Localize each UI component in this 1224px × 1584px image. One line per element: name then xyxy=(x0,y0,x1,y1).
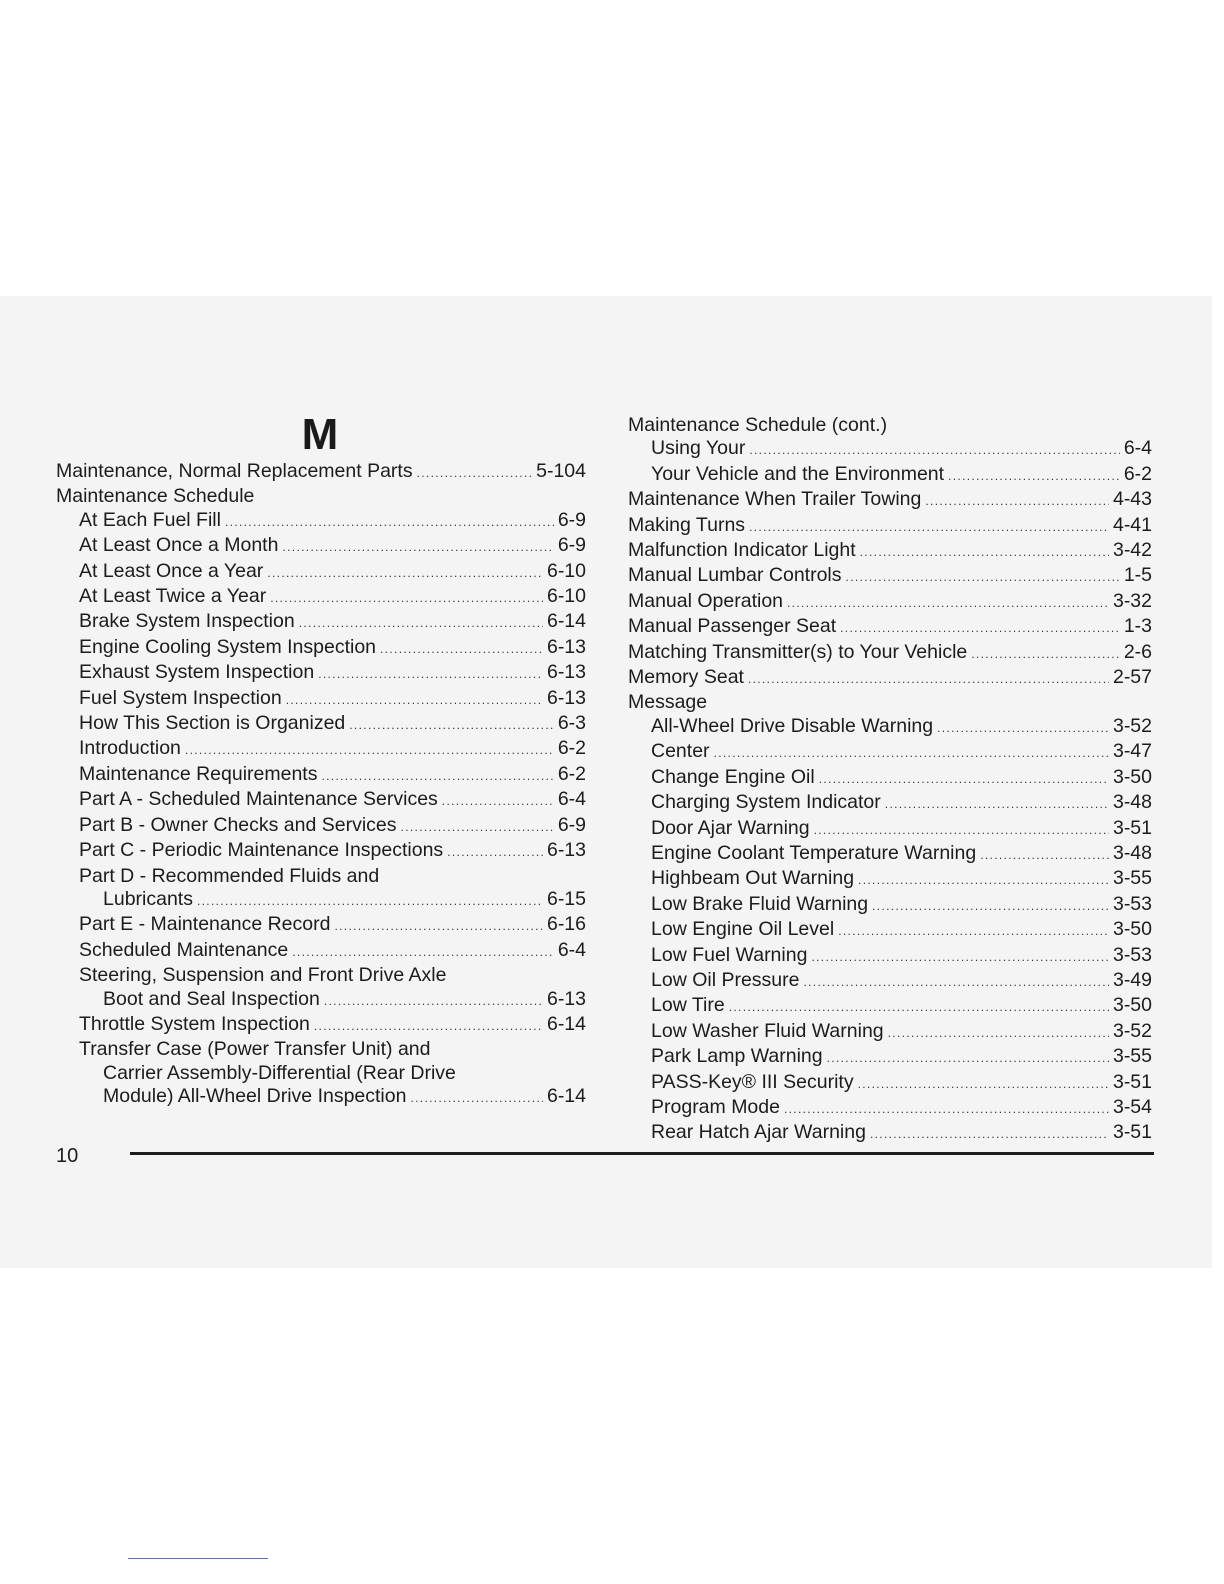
index-entry xyxy=(628,641,1152,666)
index-entry xyxy=(56,534,586,559)
entry-title: Manual Lumbar Controls xyxy=(628,564,842,587)
entry-page: 1-5 xyxy=(1123,564,1152,587)
entry-title: Engine Coolant Temperature Warning xyxy=(651,841,977,864)
index-entry xyxy=(56,661,586,686)
index-entry xyxy=(56,814,586,839)
dot-leader xyxy=(380,638,543,661)
entry-page: 3-48 xyxy=(1112,841,1152,864)
dot-leader xyxy=(267,562,543,585)
entry-page: 4-41 xyxy=(1112,513,1152,536)
dot-leader xyxy=(840,617,1120,640)
entry-title: Change Engine Oil xyxy=(651,765,815,788)
index-entry xyxy=(628,766,1152,791)
index-heading: Steering, Suspension and Front Drive Axle xyxy=(79,964,447,987)
index-heading: Transfer Case (Power Transfer Unit) and xyxy=(79,1038,431,1061)
index-entry xyxy=(628,817,1152,842)
dot-leader xyxy=(858,869,1109,892)
footer-rule xyxy=(130,1152,1154,1155)
entry-title: Module) All-Wheel Drive Inspection xyxy=(103,1085,407,1108)
entry-title: Maintenance Requirements xyxy=(79,762,318,785)
dot-leader xyxy=(827,1047,1109,1070)
dot-leader xyxy=(885,793,1109,816)
entry-title: Part B - Owner Checks and Services xyxy=(79,813,397,836)
index-entry xyxy=(628,791,1152,816)
entry-title: PASS-Key® III Security xyxy=(651,1070,854,1093)
entry-title: Charging System Indicator xyxy=(651,791,881,814)
dot-leader xyxy=(447,841,543,864)
index-heading: Maintenance Schedule xyxy=(56,485,255,508)
entry-page: 3-32 xyxy=(1112,589,1152,612)
dot-leader xyxy=(417,462,533,485)
entry-page: 6-13 xyxy=(546,839,586,862)
dot-leader xyxy=(980,844,1109,867)
entry-page: 6-3 xyxy=(557,712,586,735)
index-entry xyxy=(56,1013,586,1038)
entry-page: 6-15 xyxy=(546,887,586,910)
index-entry xyxy=(628,539,1152,564)
entry-page: 6-13 xyxy=(546,661,586,684)
entry-page: 6-4 xyxy=(557,938,586,961)
index-entry xyxy=(56,560,586,585)
dot-leader xyxy=(803,971,1109,994)
index-entry xyxy=(628,842,1152,867)
index-entry xyxy=(628,1045,1152,1070)
index-entry xyxy=(628,918,1152,943)
dot-leader xyxy=(292,941,554,964)
entry-page: 3-54 xyxy=(1112,1095,1152,1118)
dot-leader xyxy=(860,541,1109,564)
dot-leader xyxy=(811,946,1109,969)
entry-page: 6-13 xyxy=(546,987,586,1010)
entry-title: Part A - Scheduled Maintenance Services xyxy=(79,788,438,811)
dot-leader xyxy=(270,587,543,610)
dot-leader xyxy=(286,689,543,712)
entry-page: 6-9 xyxy=(557,508,586,531)
index-entry xyxy=(56,610,586,635)
entry-title: Program Mode xyxy=(651,1095,780,1118)
entry-page: 3-48 xyxy=(1112,791,1152,814)
entry-title: At Least Once a Year xyxy=(79,559,264,582)
dot-leader xyxy=(334,915,543,938)
entry-title: Manual Operation xyxy=(628,589,784,612)
entry-page: 3-52 xyxy=(1112,1019,1152,1042)
index-entry xyxy=(628,740,1152,765)
entry-title: Memory Seat xyxy=(628,666,744,689)
entry-page: 6-10 xyxy=(546,559,586,582)
entry-page: 5-104 xyxy=(536,460,586,482)
entry-title: Maintenance When Trailer Towing xyxy=(628,488,922,511)
dot-leader xyxy=(819,768,1109,791)
dot-leader xyxy=(784,1098,1109,1121)
dot-leader xyxy=(321,765,553,788)
entry-title: Engine Cooling System Inspection xyxy=(79,635,377,658)
entry-title: Using Your xyxy=(651,437,746,460)
index-entry xyxy=(56,839,586,864)
dot-leader xyxy=(299,612,543,635)
entry-page: 6-2 xyxy=(557,737,586,760)
index-entry xyxy=(56,913,586,938)
index-entry xyxy=(628,666,1152,691)
index-entry xyxy=(56,712,586,737)
entry-page: 3-42 xyxy=(1112,539,1152,562)
dot-leader xyxy=(838,920,1109,943)
entry-title: Malfunction Indicator Light xyxy=(628,539,856,562)
dot-leader xyxy=(729,996,1109,1019)
entry-page: 6-4 xyxy=(557,788,586,811)
entry-page: 3-55 xyxy=(1112,1045,1152,1068)
dot-leader xyxy=(748,668,1109,691)
entry-page: 3-49 xyxy=(1112,968,1152,991)
dot-leader xyxy=(888,1022,1109,1045)
index-entry xyxy=(628,1071,1152,1096)
dot-leader xyxy=(349,714,554,737)
entry-title: Exhaust System Inspection xyxy=(79,661,315,684)
index-entry xyxy=(56,763,586,788)
entry-title: Making Turns xyxy=(628,513,746,536)
index-entry xyxy=(56,888,586,913)
dot-leader xyxy=(197,890,543,913)
dot-leader xyxy=(401,816,554,839)
entry-page: 6-14 xyxy=(546,610,586,633)
entry-page: 6-9 xyxy=(557,534,586,557)
entry-page: 6-13 xyxy=(546,635,586,658)
entry-page: 6-13 xyxy=(546,686,586,709)
dot-leader xyxy=(937,717,1109,740)
entry-title: Scheduled Maintenance xyxy=(79,938,289,961)
index-entry xyxy=(56,585,586,610)
entry-page: 2-57 xyxy=(1112,666,1152,689)
entry-page: 6-2 xyxy=(1123,462,1152,485)
entry-page: 3-53 xyxy=(1112,892,1152,915)
entry-title: Maintenance, Normal Replacement Parts xyxy=(56,460,413,482)
dot-leader xyxy=(324,990,543,1013)
index-entry xyxy=(56,1085,586,1110)
index-entry xyxy=(628,463,1152,488)
entry-title: At Least Once a Month xyxy=(79,534,279,557)
dot-leader xyxy=(870,1123,1109,1146)
dot-leader xyxy=(971,643,1120,666)
entry-page: 3-51 xyxy=(1112,816,1152,839)
index-entry xyxy=(628,1121,1152,1146)
entry-page: 2-6 xyxy=(1123,640,1152,663)
entry-title: Door Ajar Warning xyxy=(651,816,810,839)
entry-page: 3-53 xyxy=(1112,943,1152,966)
entry-page: 3-50 xyxy=(1112,765,1152,788)
entry-page: 6-2 xyxy=(557,762,586,785)
dot-leader xyxy=(814,819,1109,842)
dot-leader xyxy=(442,790,554,813)
dot-leader xyxy=(948,465,1120,488)
entry-page: 4-43 xyxy=(1112,488,1152,511)
dot-leader xyxy=(282,536,553,559)
index-entry xyxy=(628,944,1152,969)
index-entry xyxy=(56,460,586,485)
dot-leader xyxy=(846,566,1120,589)
entry-page: 6-14 xyxy=(546,1012,586,1035)
entry-title: Matching Transmitter(s) to Your Vehicle xyxy=(628,640,968,663)
entry-title: Low Washer Fluid Warning xyxy=(651,1019,884,1042)
dot-leader xyxy=(787,592,1109,615)
link-underline xyxy=(128,1558,268,1559)
index-entry xyxy=(628,437,1152,462)
entry-page: 1-3 xyxy=(1123,615,1152,638)
entry-page: 6-4 xyxy=(1123,437,1152,460)
entry-title: Part C - Periodic Maintenance Inspections xyxy=(79,839,444,862)
entry-page: 3-51 xyxy=(1112,1070,1152,1093)
index-entry xyxy=(56,509,586,534)
index-entry xyxy=(56,687,586,712)
index-entry xyxy=(628,1096,1152,1121)
index-entry xyxy=(628,615,1152,640)
dot-leader xyxy=(410,1087,543,1110)
dot-leader xyxy=(185,739,554,762)
entry-title: Low Oil Pressure xyxy=(651,968,800,991)
entry-title: Park Lamp Warning xyxy=(651,1045,823,1068)
entry-title: Rear Hatch Ajar Warning xyxy=(651,1121,866,1144)
entry-page: 3-50 xyxy=(1112,918,1152,941)
index-column-left xyxy=(56,460,586,1111)
entry-title: Highbeam Out Warning xyxy=(651,867,855,890)
index-heading: Part D - Recommended Fluids and xyxy=(79,864,380,887)
dot-leader xyxy=(872,895,1109,918)
index-entry xyxy=(628,1020,1152,1045)
index-heading: Message xyxy=(628,691,708,714)
entry-title: Center xyxy=(651,740,710,763)
entry-title: Lubricants xyxy=(103,887,193,910)
entry-page: 3-51 xyxy=(1112,1121,1152,1144)
index-entry xyxy=(628,893,1152,918)
entry-title: Fuel System Inspection xyxy=(79,686,282,709)
index-entry xyxy=(628,715,1152,740)
section-letter: M xyxy=(301,410,339,459)
index-entry xyxy=(628,514,1152,539)
entry-title: At Least Twice a Year xyxy=(79,585,267,608)
dot-leader xyxy=(314,1015,543,1038)
entry-page: 6-10 xyxy=(546,585,586,608)
dot-leader xyxy=(318,663,543,686)
entry-title: Manual Passenger Seat xyxy=(628,615,837,638)
entry-title: Low Fuel Warning xyxy=(651,943,808,966)
dot-leader xyxy=(714,742,1109,765)
entry-title: Brake System Inspection xyxy=(79,610,295,633)
index-entry xyxy=(628,488,1152,513)
index-entry xyxy=(56,988,586,1013)
dot-leader xyxy=(858,1073,1109,1096)
index-entry xyxy=(628,590,1152,615)
dot-leader xyxy=(225,511,554,534)
index-entry xyxy=(56,939,586,964)
index-heading: Maintenance Schedule (cont.) xyxy=(628,414,888,436)
index-entry xyxy=(628,564,1152,589)
entry-title: All-Wheel Drive Disable Warning xyxy=(651,714,934,737)
entry-title: Introduction xyxy=(79,737,181,760)
entry-page: 3-55 xyxy=(1112,867,1152,890)
index-entry xyxy=(56,737,586,762)
entry-title: Low Tire xyxy=(651,994,725,1017)
dot-leader xyxy=(749,516,1109,539)
index-entry xyxy=(628,994,1152,1019)
entry-page: 6-9 xyxy=(557,813,586,836)
entry-title: Low Brake Fluid Warning xyxy=(651,892,869,915)
entry-page: 6-16 xyxy=(546,913,586,936)
entry-title: Your Vehicle and the Environment xyxy=(651,462,945,485)
page-number: 10 xyxy=(56,1145,79,1167)
entry-title: Boot and Seal Inspection xyxy=(103,987,320,1010)
entry-page: 3-50 xyxy=(1112,994,1152,1017)
entry-title: How This Section is Organized xyxy=(79,712,346,735)
index-entry xyxy=(56,788,586,813)
index-entry xyxy=(628,867,1152,892)
entry-page: 3-52 xyxy=(1112,714,1152,737)
entry-title: Part E - Maintenance Record xyxy=(79,913,331,936)
index-entry xyxy=(628,969,1152,994)
index-column-right xyxy=(628,414,1152,1147)
entry-page: 6-14 xyxy=(546,1085,586,1108)
entry-title: Low Engine Oil Level xyxy=(651,918,835,941)
index-entry xyxy=(56,636,586,661)
dot-leader xyxy=(749,439,1119,462)
entry-title: At Each Fuel Fill xyxy=(79,508,221,531)
entry-title: Throttle System Inspection xyxy=(79,1012,310,1035)
entry-page: 3-47 xyxy=(1112,740,1152,763)
index-heading: Carrier Assembly-Differential (Rear Drive xyxy=(103,1061,456,1084)
dot-leader xyxy=(925,490,1109,513)
